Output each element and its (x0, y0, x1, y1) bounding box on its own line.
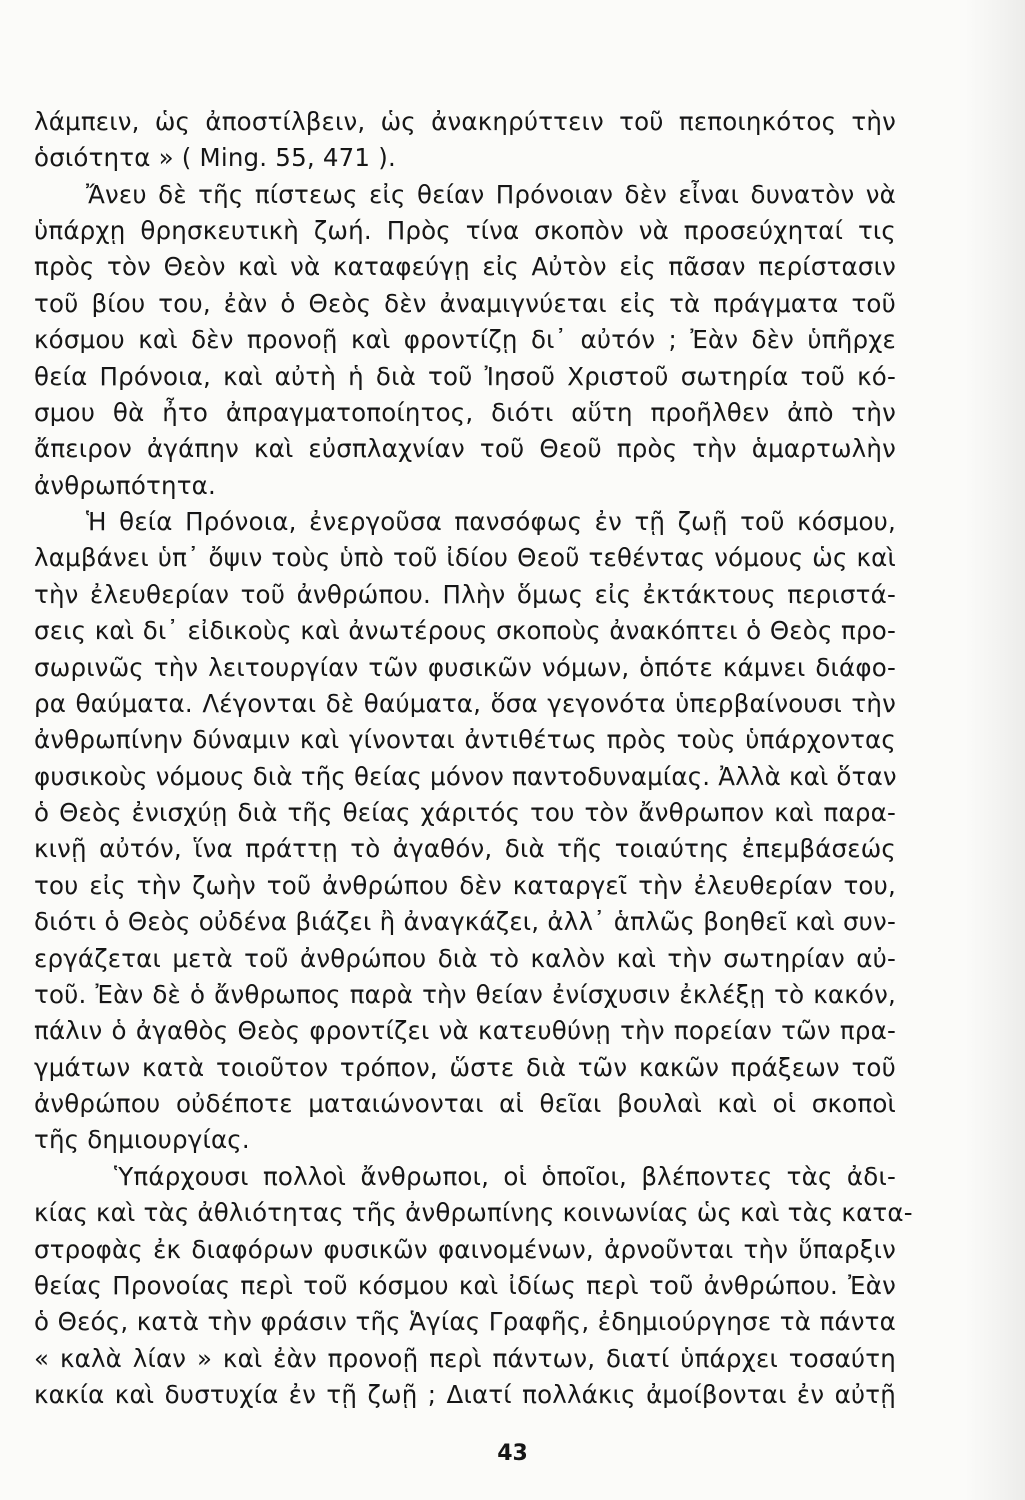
text-line: γμάτων κατὰ τοιοῦτον τρόπον, ὥστε διὰ τῶν κακῶν πράξεων τοῦ (34, 1052, 896, 1082)
text-line: πρὸς τὸν Θεὸν καὶ νὰ καταφεύγῃ εἰς Αὐτὸν εἰς πᾶσαν περίστασιν (34, 252, 896, 282)
text-line: ὁσιότητα » ( Ming. 55, 471 ). (34, 143, 396, 173)
text-line: του εἰς τὴν ζωὴν τοῦ ἀνθρώπου δὲν καταργεῖ τὴν ἐλευθερίαν του, (34, 870, 896, 900)
page-number: 43 (497, 1441, 528, 1466)
text-line: ἀνθρωπίνην δύναμιν καὶ γίνονται ἀντιθέτως πρὸς τοὺς ὑπάρχοντας (34, 725, 896, 755)
text-line: ἀνθρώπου οὐδέποτε ματαιώνονται αἱ θεῖαι βουλαὶ καὶ οἱ σκοποὶ (34, 1089, 896, 1119)
text-line: κίας καὶ τὰς ἀθλιότητας τῆς ἀνθρωπίνης κοινωνίας ὡς καὶ τὰς κατα- (34, 1198, 913, 1228)
text-line: στροφὰς ἐκ διαφόρων φυσικῶν φαινομένων, ἀρνοῦνται τὴν ὕπαρξιν (34, 1234, 896, 1264)
text-line: λάμπειν, ὡς ἀποστίλβειν, ὡς ἀνακηρύττειν τοῦ πεποιηκότος τὴν (34, 107, 896, 136)
text-line: λαμβάνει ὑπ᾽ ὄψιν τοὺς ὑπὸ τοῦ ἰδίου Θεοῦ τεθέντας νόμους ὡς καὶ (34, 543, 896, 573)
text-line: τῆς δημιουργίας. (34, 1125, 250, 1155)
text-line: εργάζεται μετὰ τοῦ ἀνθρώπου διὰ τὸ καλὸν καὶ τὴν σωτηρίαν αὐ- (34, 943, 896, 973)
text-line: θεία Πρόνοια, καὶ αὐτὴ ἡ διὰ τοῦ Ἰησοῦ Χριστοῦ σωτηρία τοῦ κό- (34, 361, 896, 391)
text-line: « καλὰ λίαν » καὶ ἐὰν προνοῇ περὶ πάντων, διατί ὑπάρχει τοσαύτη (34, 1343, 896, 1373)
text-line: κακία καὶ δυστυχία ἐν τῇ ζωῇ ; Διατί πολλάκις ἀμοίβονται ἐν αὐτῇ (34, 1380, 896, 1409)
text-line: ὁ Θεός, κατὰ τὴν φράσιν τῆς Ἁγίας Γραφῆς, ἐδημιούργησε τὰ πάντα (34, 1307, 896, 1337)
text-line: σεις καὶ δι᾽ εἰδικοὺς καὶ ἀνωτέρους σκοποὺς ἀνακόπτει ὁ Θεὸς προ- (34, 616, 896, 646)
text-line: ὁ Θεὸς ἐνισχύῃ διὰ τῆς θείας χάριτός του τὸν ἄνθρωπον καὶ παρα- (34, 798, 896, 828)
text-line: ὑπάρχῃ θρησκευτικὴ ζωή. Πρὸς τίνα σκοπὸν νὰ προσεύχηταί τις (34, 216, 896, 246)
text-line: Ὑπάρχουσι πολλοὶ ἄνθρωποι, οἱ ὁποῖοι, βλέποντες τὰς ἀδι- (114, 1161, 896, 1191)
text-line: σμου θὰ ἦτο ἀπραγματοποίητος, διότι αὕτη προῆλθεν ἀπὸ τὴν (34, 397, 896, 427)
text-line: διότι ὁ Θεὸς οὐδένα βιάζει ἢ ἀναγκάζει, ἀλλ᾽ ἁπλῶς βοηθεῖ καὶ συν- (34, 907, 896, 937)
text-line: τοῦ βίου του, ἐὰν ὁ Θεὸς δὲν ἀναμιγνύεται εἰς τὰ πράγματα τοῦ (34, 288, 896, 318)
text-line: θείας Προνοίας περὶ τοῦ κόσμου καὶ ἰδίως περὶ τοῦ ἀνθρώπου. Ἐὰν (34, 1270, 896, 1300)
text-line: κόσμου καὶ δὲν προνοῇ καὶ φροντίζῃ δι᾽ αὐτόν ; Ἐὰν δὲν ὑπῆρχε (34, 325, 896, 355)
text-line: ρα θαύματα. Λέγονται δὲ θαύματα, ὅσα γεγονότα ὑπερβαίνουσι τὴν (34, 688, 896, 718)
text-line: κινῇ αὐτόν, ἵνα πράττῃ τὸ ἀγαθόν, διὰ τῆς τοιαύτης ἐπεμβάσεώς (34, 834, 896, 864)
text-line: φυσικοὺς νόμους διὰ τῆς θείας μόνον παντοδυναμίας. Ἀλλὰ καὶ ὅταν (34, 761, 897, 791)
text-line: ἄπειρον ἀγάπην καὶ εὐσπλαχνίαν τοῦ Θεοῦ πρὸς τὴν ἁμαρτωλὴν (34, 434, 896, 464)
text-line: τὴν ἐλευθερίαν τοῦ ἀνθρώπου. Πλὴν ὅμως εἰς ἐκτάκτους περιστά- (34, 579, 896, 609)
page-edge-shadow (965, 0, 1025, 1500)
text-line: σωρινῶς τὴν λειτουργίαν τῶν φυσικῶν νόμων, ὁπότε κάμνει διάφο- (34, 652, 896, 682)
text-line: τοῦ. Ἐὰν δὲ ὁ ἄνθρωπος παρὰ τὴν θείαν ἐνίσχυσιν ἐκλέξῃ τὸ κακόν, (34, 979, 896, 1009)
text-line: ἀνθρωπότητα. (34, 470, 216, 500)
text-line: πάλιν ὁ ἀγαθὸς Θεὸς φροντίζει νὰ κατευθύνῃ τὴν πορείαν τῶν πρα- (34, 1016, 896, 1046)
text-line: Ἡ θεία Πρόνοια, ἐνεργοῦσα πανσόφως ἐν τῇ ζωῇ τοῦ κόσμου, (86, 507, 896, 537)
text-line: Ἄνευ δὲ τῆς πίστεως εἰς θείαν Πρόνοιαν δὲν εἶναι δυνατὸν νὰ (86, 179, 896, 209)
